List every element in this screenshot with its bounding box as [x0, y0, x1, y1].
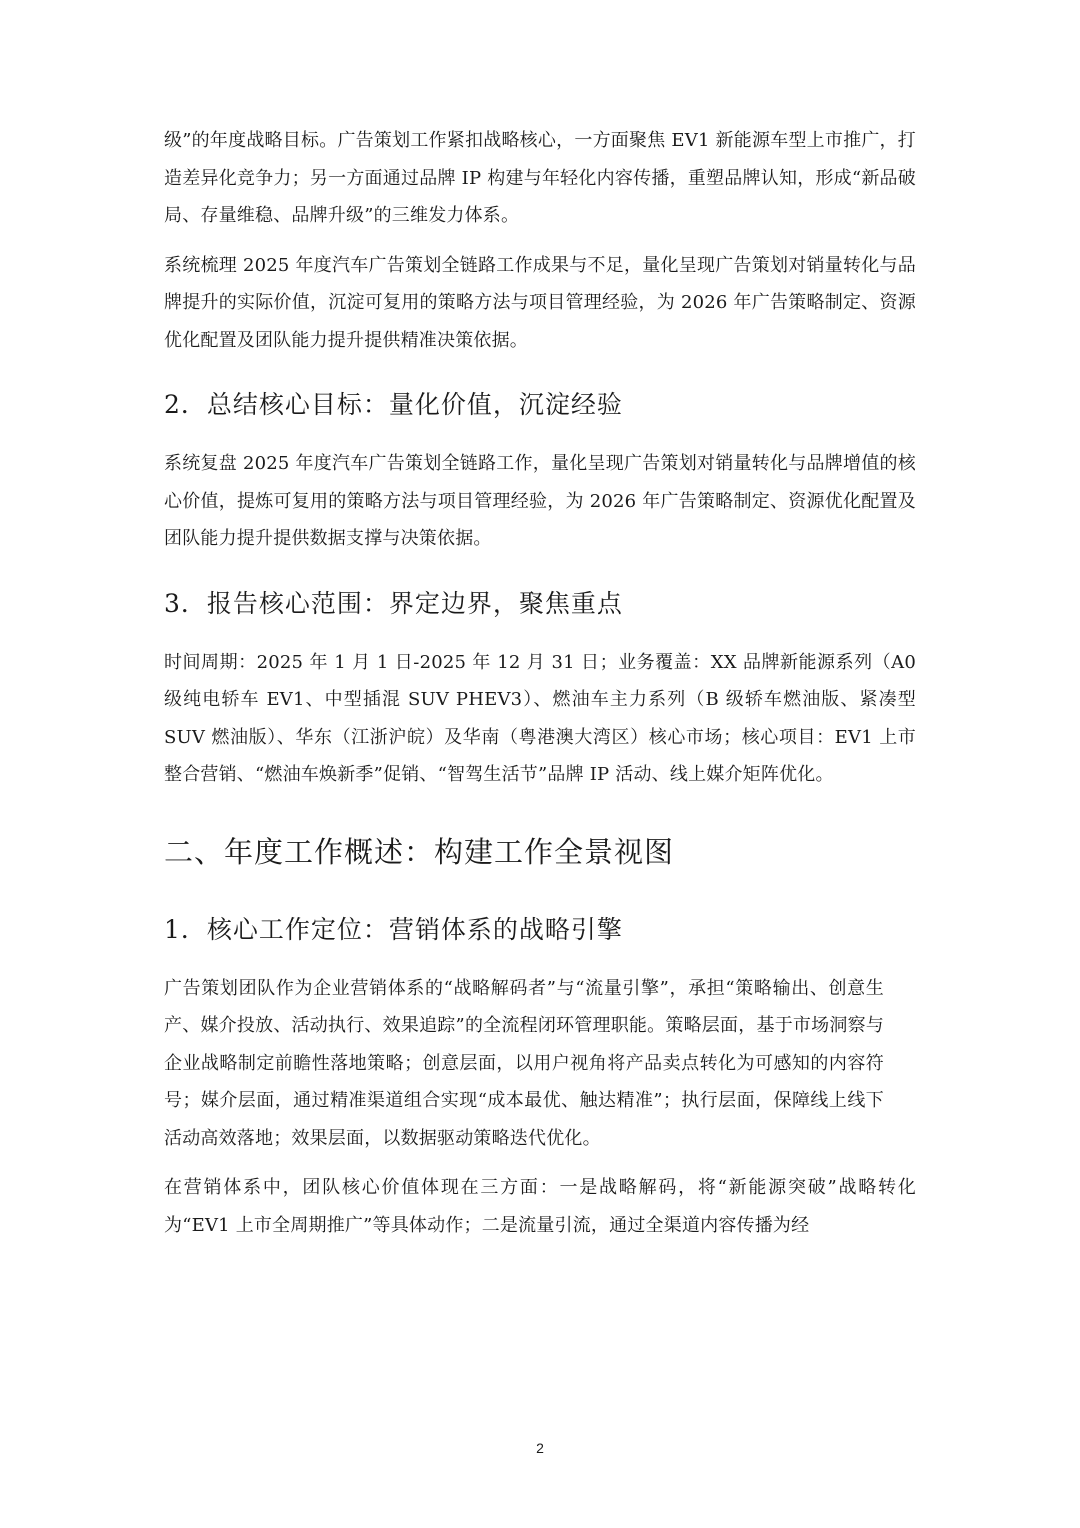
- heading-report-scope: 3．报告核心范围：界定边界，聚焦重点: [164, 588, 623, 618]
- paragraph-core-positioning: 广告策划团队作为企业营销体系的“战略解码者”与“流量引擎”，承担“策略输出、创意生产、媒介投放、活动执行、效果追踪”的全流程闭环管理职能。策略层面，基于市场洞察与企业战略制定前瞻性落地策略；创意层面，以用户视角将产品卖点转化为可感知的内容符号；媒介层面，通过精准渠道组合实现“成本最优、触达精准”；执行层面，保障线上线下活动高效落地；效果层面，以数据驱动策略迭代优化。: [164, 977, 884, 1149]
- heading-summary-core-goal: 2．总结核心目标：量化价值，沉淀经验: [164, 390, 623, 419]
- paragraph-core-value: 在营销体系中，团队核心价值体现在三方面：一是战略解码，将“新能源突破”战略转化为“EV1 上市全周期推广”等具体动作；二是流量引流，通过全渠道内容传播为经: [164, 1177, 916, 1236]
- heading-chapter-annual-overview: 二、年度工作概述：构建工作全景视图: [164, 834, 675, 869]
- paragraph-strategy-goal: 级”的年度战略目标。广告策划工作紧扣战略核心，一方面聚焦 EV1 新能源车型上市推广，打造差异化竞争力；另一方面通过品牌 IP 构建与年轻化内容传播，重塑品牌认知，形成“新品破局、存量维稳、品牌升级”的三维发力体系。: [164, 130, 916, 226]
- page-number: 2: [536, 1440, 544, 1456]
- paragraph-summary-core-goal: 系统复盘 2025 年度汽车广告策划全链路工作，量化呈现广告策划对销量转化与品牌增值的核心价值，提炼可复用的策略方法与项目管理经验，为 2026 年广告策略制定、资源优化配置及团队能力提升提供数据支撑与决策依据。: [164, 453, 916, 549]
- page-content: [164, 122, 916, 1244]
- heading-core-positioning: 1．核心工作定位：营销体系的战略引擎: [164, 914, 623, 944]
- paragraph-report-scope: 时间周期：2025 年 1 月 1 日-2025 年 12 月 31 日；业务覆盖：XX 品牌新能源系列（A0 级纯电轿车 EV1、中型插混 SUV PHEV3）、燃油车主力系列（B 级轿车燃油版、紧凑型 SUV 燃油版）、华东（江浙沪皖）及华南（粤港澳大湾区）核心市场；核心项目：EV1 上市整合营销、“燃油车焕新季”促销、“智驾生活节”品牌 IP 活动、线上媒介矩阵优化。: [164, 651, 916, 785]
- paragraph-summary-purpose: 系统梳理 2025 年度汽车广告策划全链路工作成果与不足，量化呈现广告策划对销量转化与品牌提升的实际价值，沉淀可复用的策略方法与项目管理经验，为 2026 年广告策略制定、资源优化配置及团队能力提升提供精准决策依据。: [164, 254, 916, 351]
